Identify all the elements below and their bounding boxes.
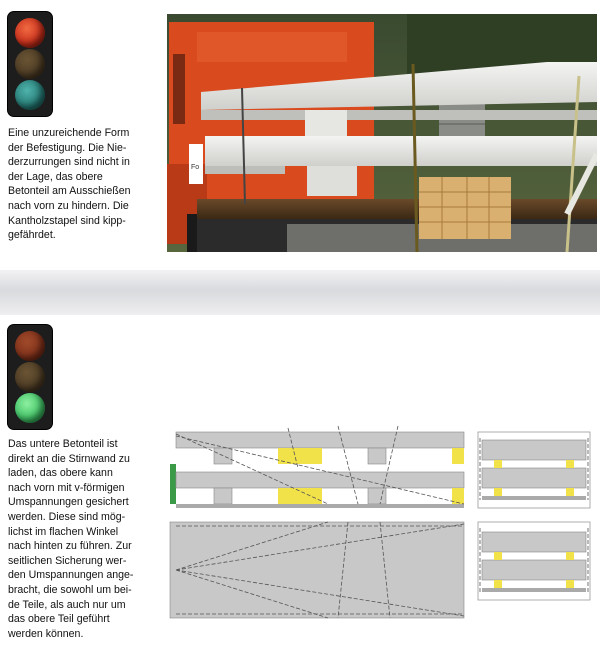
red-traffic-light-icon [8,12,52,116]
truck-plate-text: Fo [191,164,200,171]
truck-photo [167,14,597,252]
load-securing-diagram [168,410,598,656]
separator-band [0,270,600,315]
green-traffic-light-icon [8,325,52,429]
front-view-lower [478,522,590,600]
bad-example-panel [0,0,600,270]
good-example-panel [0,315,600,656]
bad-example-caption: Eine unzureichende Form der Befestigung. Die Nie- derzurrungen sind nicht in der Lage, das obere Betonteil am Ausschießen nach vorn zu hindern. Die Kantholzstapel sind kipp- gefährdet. [8,127,131,242]
top-view [170,522,464,618]
front-view-upper [478,432,590,508]
good-example-caption: Das untere Betonteil ist direkt an die Stirnwand zu laden, das obere kann nach vorn mit v-förmigen Umspannungen gesichert werden. Diese sind mög- lichst im flachen Winkel nach hinten zu führen. Zur seitlichen Sicherung wer- den Umspannungen ange- bracht, die sowohl um bei- de Teile, als auch nur um das obere Teil geführt werden können. [8,438,134,640]
